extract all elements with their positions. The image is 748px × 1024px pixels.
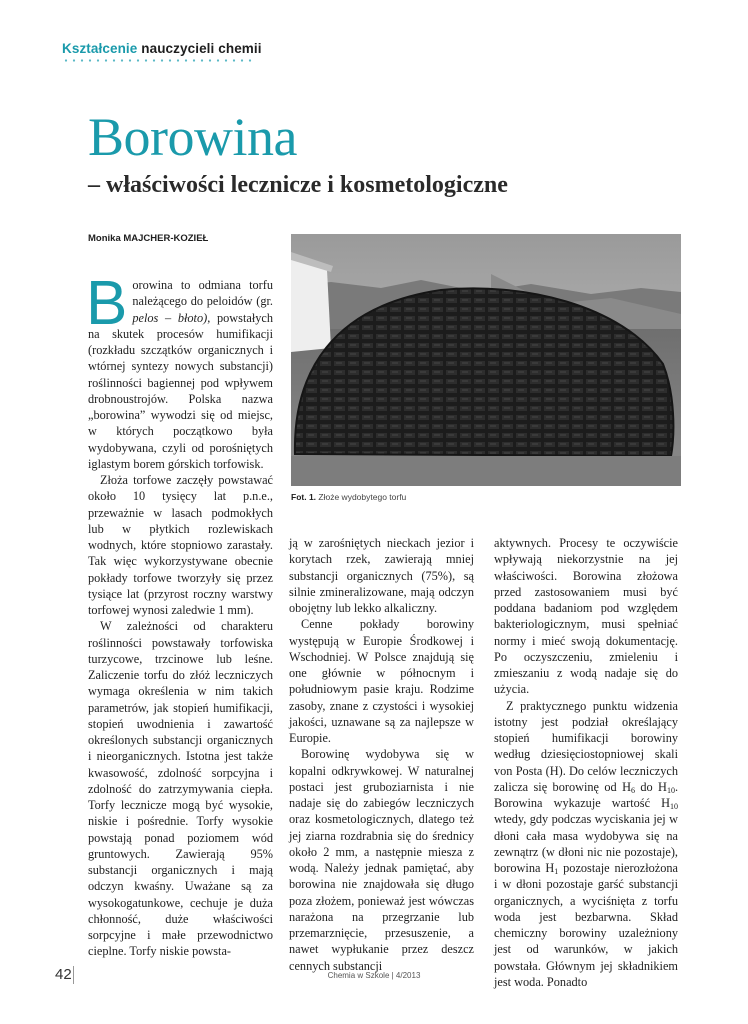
photo-foreground <box>291 456 681 486</box>
footer-journal: Chemia w Szkole | 4/2013 <box>327 971 421 980</box>
section-header-rest: nauczycieli chemii <box>141 41 262 56</box>
photo-shed <box>291 258 331 352</box>
paragraph-types: W zależności od charakteru roślinności powstawały torfowiska turzycowe, trzcinowe lub leśne. Zaliczenie torfu do złóż leczniczych wymaga określenia w nim takich parametrów, jak stopień humifikacji, stopień uwodnienia i zawartość określonych substancji organicznych i nieorganicznych. Istotna jest także kwasowość, zdolność sorpcyjna i zdolność do zatrzymywania ciepła. Torfy lecznicze mogą być wysokie, niskie i pośrednie. Torfy wysokie powstają ponad poziomem wód gruntowych. Zawierają 95% substancji organicznych i mają odczyn kwaśny. Uważane są za wysokogatunkowe, cechuje je duża chłonność, duże właściwości sorpcyjne i małe przewodnictwo cieplne. Torfy niskie powsta- <box>88 619 273 959</box>
paragraph-extraction: Borowinę wydobywa się w kopalni odkrywkowej. W naturalnej postaci jest gruboziarnista i nie nadaje się do zabiegów leczniczych oraz kosmetologicznych, dlatego też jej ziarna rozdrabnia się do średnicy około 2 mm, a następnie miesza z wodą. Należy jednak pamiętać, aby borowina nie znajdowała się długo poza złożem, ponieważ jest wówczas narażona na przegrzanie lub przemarznięcie, przesuszenie, a nawet wypłukanie przez deszcz cennych substancji <box>289 747 474 973</box>
article-author: Monika MAJCHER-KOZIEŁ <box>88 233 209 244</box>
paragraph-deposits: Złoża torfowe zaczęły powstawać około 10 tysięcy lat p.n.e., przeważnie w lasach podmokłych lub w płytkich rozlewiskach wodnych, które stopniowo zarastały. Tak więc wykorzystywane obecnie pokłady torfowe tworzyły się przez tysiące lat (przyrost roczny warstwy torfowej wynosi zaledwie 1 mm). <box>88 473 273 617</box>
column-1 <box>86 269 273 960</box>
section-header-accent: Kształcenie <box>62 41 138 56</box>
figure-caption <box>291 492 406 502</box>
figure-caption-label: Fot. 1. <box>291 492 317 502</box>
column-2 <box>289 535 474 974</box>
article-title: Borowina <box>88 107 297 167</box>
section-header-dotted-rule <box>62 59 254 62</box>
figure-caption-text: Złoże wydobytego torfu <box>318 492 407 502</box>
peat-stack-photo <box>291 234 681 486</box>
page-number: 42 <box>55 966 72 983</box>
article-subtitle: – właściwości lecznicze i kosmetologiczne <box>88 172 508 198</box>
paragraph-types-cont: ją w zarośniętych nieckach jezior i korytach rzek, zawierają mniej substancji organicznych (75%), są silnie zmineralizowane, mają odczyn obojętny lub lekko alkaliczny. <box>289 536 474 615</box>
paragraph-extraction-cont: aktywnych. Procesy te oczywiście wpływają niekorzystnie na jej właściwości. Borowina złożowa przed zastosowaniem musi być poddana badaniom pod względem bakteriologicznym, musi spełniać normy i mieć swoją dokumentację. Po oczyszczeniu, zmieleniu i zmieszaniu z wodą nadaje się do użycia. <box>494 536 678 697</box>
paragraph-humification: Z praktycznego punktu widzenia istotny jest podział określający stopień humifikacji borowiny według dziesięciostopniowej skali von Posta (H). Do celów leczniczych zalicza się borowinę od $H_6$ do $H_{10}$. Borowina wykazuje wartość $H_{10}$ wtedy, gdy podczas wyciskania jej w dłoni cała masa wydobywa się na zewnątrz (w dłoni nic nie pozostaje), borowina $H_1$ pozostaje nierozłożona i w dłoni pozostaje garść substancji organicznych, a wyciśnięta z torfu woda jest bezbarwna. Skład chemiczny borowiny uzależniony jest od warunków, w jakich powstała. Głównym jej składnikiem jest woda. Ponadto <box>494 698 679 989</box>
dropcap-letter: B <box>86 269 128 338</box>
column-3 <box>494 535 678 990</box>
paragraph-poland: Cenne pokłady borowiny występują w Europie Środkowej i Wschodniej. W Polsce znajdują się one głównie w północnym i południowym pasie kraju. Rodzime zasoby, znane z czystości i wysokiej jakości, uznawane są za najlepsze w Europie. <box>289 617 474 745</box>
section-header <box>62 41 262 56</box>
paragraph-intro: Borowina to odmiana torfu należącego do peloidów (gr. pelos – błoto), powstałych na skutek procesów humifikacji (rozkładu szczątków organicznych i wtórnej syntezy nowych substancji) roślinności bagiennej pod wpływem drobnoustrojów. Polska nazwa „borowina” wywodzi się od miejsc, w których początkowo była wydobywana, czyli od porośniętych iglastym borem górskich torfowisk. <box>86 269 273 471</box>
